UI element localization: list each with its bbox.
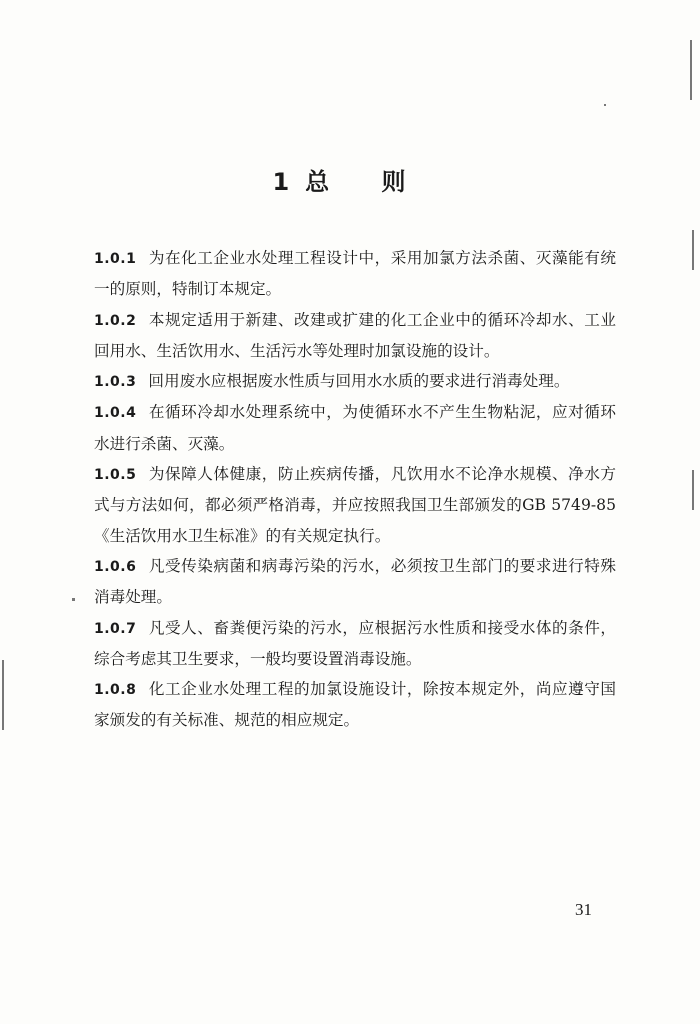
clause-text: 化工企业水处理工程的加氯设施设计，除按本规定外，尚应遵守国家颁发的有关标准、规范的相应规定。 [94, 680, 616, 730]
clause-text: 为在化工企业水处理工程设计中，采用加氯方法杀菌、灭藻能有统一的原则，特制订本规定。 [94, 249, 616, 299]
clause-text: 在循环冷却水处理系统中，为使循环水不产生生物粘泥，应对循环水进行杀菌、灭藻。 [94, 403, 616, 453]
chapter-number: 1 [272, 168, 292, 196]
clause-text: 凡受人、畜粪便污染的污水，应根据污水性质和接受水体的条件，综合考虑其卫生要求，一般均要设置消毒设施。 [94, 618, 616, 668]
chapter-heading [0, 162, 700, 197]
clause-1-0-3 [94, 366, 616, 397]
clause-text: 本规定适用于新建、改建或扩建的化工企业中的循环冷却水、工业回用水、生活饮用水、生活污水等处理时加氯设施的设计。 [94, 310, 616, 360]
clause-1-0-2 [94, 305, 616, 367]
clause-1-0-5 [94, 459, 616, 551]
clause-text: 凡受传染病菌和病毒污染的污水，必须按卫生部门的要求进行特殊消毒处理。 [94, 556, 616, 607]
scan-edge-mark [2, 660, 4, 730]
clause-number: 1.0.7 [94, 620, 137, 637]
clause-number: 1.0.5 [94, 467, 137, 484]
clause-text: 回用废水应根据废水性质与回用水水质的要求进行消毒处理。 [148, 372, 570, 391]
chapter-title: 总 则 [305, 168, 428, 196]
clause-text: 为保障人体健康，防止疾病传播，凡饮用水不论净水规模、净水方式与方法如何，都必须严格消毒，并应按照我国卫生部颁发的GB 5749-85《生活饮用水卫生标准》的有关规定执行。 [94, 465, 616, 545]
scan-edge-mark [690, 40, 692, 100]
clause-1-0-6 [94, 551, 616, 613]
clause-1-0-1 [94, 243, 616, 305]
scan-edge-mark [692, 470, 694, 510]
clause-number: 1.0.6 [94, 558, 137, 575]
scan-dot [604, 104, 606, 106]
scan-dot [72, 598, 75, 601]
page-number: 31 [575, 900, 592, 919]
clauses-list [94, 243, 616, 736]
scan-edge-mark [692, 230, 694, 270]
clause-1-0-4 [94, 397, 616, 459]
clause-1-0-8 [94, 674, 616, 736]
clause-number: 1.0.3 [94, 374, 137, 391]
clause-1-0-7 [94, 613, 616, 675]
clause-number: 1.0.4 [94, 405, 137, 422]
clause-number: 1.0.1 [94, 251, 137, 267]
clause-number: 1.0.8 [94, 682, 137, 699]
clause-number: 1.0.2 [94, 312, 137, 329]
